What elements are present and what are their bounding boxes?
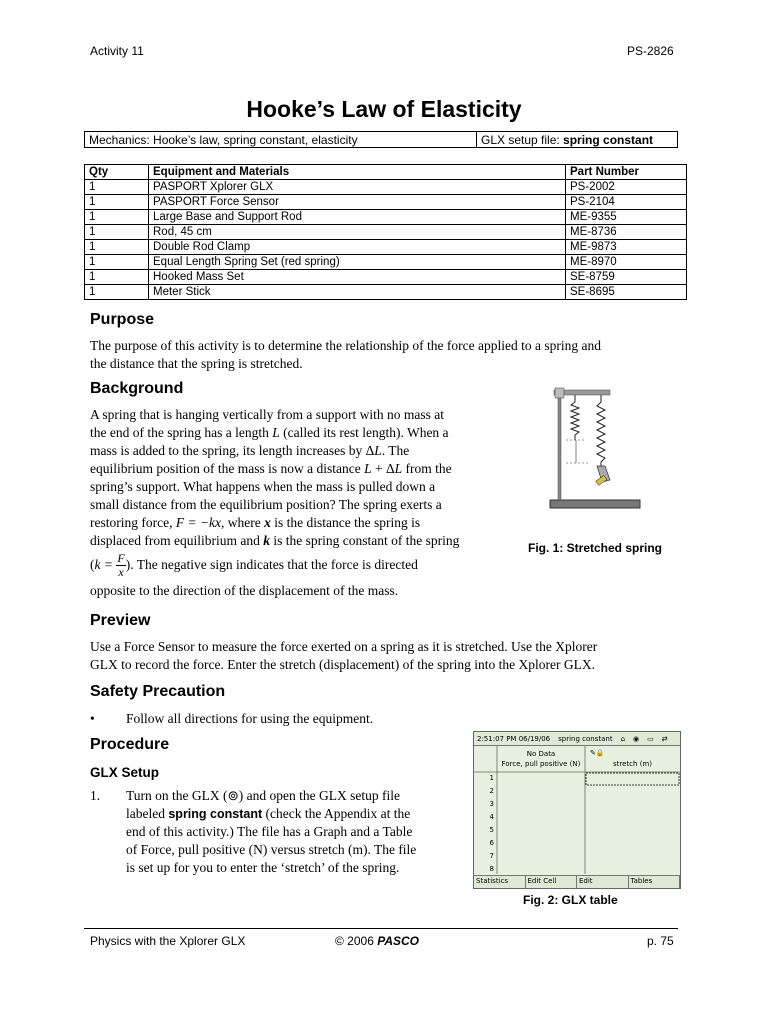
purpose-line: The purpose of this activity is to determine the relationship of the force applied to a spring and <box>90 338 601 353</box>
footer-copyright: © 2006 PASCO <box>335 934 420 948</box>
qty-cell: 1 <box>85 180 149 195</box>
preview-line: Use a Force Sensor to measure the force exerted on a spring as it is stretched. Use the Xplorer <box>90 639 598 654</box>
glx-softkey-bar <box>474 875 680 888</box>
part-cell: PS-2104 <box>566 195 687 210</box>
qty-cell: 1 <box>85 210 149 225</box>
signal-icon: ⇄ <box>661 734 668 743</box>
background-line: equilibrium position of the mass is now a distance L + ΔL from the <box>90 461 452 476</box>
support-base <box>550 500 640 508</box>
glx-file: spring constant <box>558 734 613 743</box>
rest-spring <box>571 395 579 440</box>
glx-row-number: 4 <box>489 813 494 821</box>
qty-cell: 1 <box>85 225 149 240</box>
background-line: mass is added to the spring, its length increases by ΔL. The <box>90 443 410 458</box>
purpose-line: the distance that the spring is stretched. <box>90 356 303 371</box>
fraction-f-over-x: $\frac{F}{x}$ <box>117 551 125 580</box>
part-cell: SE-8759 <box>566 270 687 285</box>
glx-row-number: 5 <box>489 826 494 834</box>
procedure-step-1 <box>126 787 456 877</box>
item-cell: Equal Length Spring Set (red spring) <box>149 255 566 270</box>
equation-restoring-force: F = −kx <box>175 515 222 530</box>
procedure-heading: Procedure <box>90 736 170 753</box>
table-row <box>85 285 687 300</box>
qty-cell: 1 <box>85 255 149 270</box>
glx-tables-button[interactable]: Tables <box>629 876 681 888</box>
glx-status-bar <box>474 732 680 746</box>
item-cell: Large Base and Support Rod <box>149 210 566 225</box>
glx-time: 2:51:07 PM 06/19/06 <box>477 734 551 743</box>
stretched-spring <box>597 395 605 466</box>
preview-heading: Preview <box>90 612 151 629</box>
qty-cell: 1 <box>85 195 149 210</box>
preview-line: GLX to record the force. Enter the stretch (displacement) of the spring into the Xplorer GLX. <box>90 657 595 672</box>
glx-row-number: 3 <box>489 800 494 808</box>
glx-no-data: No Data <box>526 750 556 758</box>
glx-row-number: 7 <box>489 852 494 860</box>
table-row <box>85 270 687 285</box>
col-part-number: Part Number <box>566 165 687 180</box>
qty-cell: 1 <box>85 270 149 285</box>
table-row <box>85 225 687 240</box>
background-line: the end of the spring has a length L (called its rest length). When a <box>90 425 449 440</box>
glx-setup-heading: GLX Setup <box>90 765 160 780</box>
background-line: small distance from the equilibrium position? The spring exerts a <box>90 497 442 512</box>
glx-edit-cell-button[interactable]: Edit Cell <box>526 876 578 888</box>
topic-box <box>84 131 678 148</box>
background-text <box>90 406 510 600</box>
item-cell: Hooked Mass Set <box>149 270 566 285</box>
table-row <box>85 240 687 255</box>
part-cell: ME-9355 <box>566 210 687 225</box>
part-cell: ME-9873 <box>566 240 687 255</box>
fig2-caption: Fig. 2: GLX table <box>523 893 618 907</box>
equipment-table <box>84 164 687 300</box>
qty-cell: 1 <box>85 240 149 255</box>
background-line: spring’s support. What happens when the mass is pulled down a <box>90 479 436 494</box>
footer-title: Physics with the Xplorer GLX <box>90 934 246 948</box>
step-number: 1. <box>90 788 101 803</box>
item-cell: Rod, 45 cm <box>149 225 566 240</box>
qty-cell: 1 <box>85 285 149 300</box>
table-row <box>85 255 687 270</box>
glx-col-force[interactable]: Force, pull positive (N) <box>501 760 581 768</box>
pasco-logo: PASCO <box>377 934 420 948</box>
eye-icon: ◉ <box>633 734 640 743</box>
page-title: Hooke’s Law of Elasticity <box>246 96 522 122</box>
purpose-heading: Purpose <box>90 311 155 328</box>
header-code: PS-2826 <box>627 44 674 58</box>
purpose-text <box>90 337 690 373</box>
glx-edit-button[interactable]: Edit <box>577 876 629 888</box>
step-line: is set up for you to enter the ‘stretch’ of the spring. <box>126 860 400 875</box>
item-cell: PASPORT Force Sensor <box>149 195 566 210</box>
step-line: end of this activity.) The file has a Graph and a Table <box>126 824 413 839</box>
fig1-caption: Fig. 1: Stretched spring <box>528 541 663 555</box>
table-header-row <box>85 165 687 180</box>
folder-icon: ▭ <box>647 734 654 743</box>
pencil-lock-icon: ✎🔒 <box>590 749 605 757</box>
header-activity: Activity 11 <box>90 44 144 58</box>
glx-row-number: 6 <box>489 839 494 847</box>
topics: Mechanics: Hooke’s law, spring constant, elasticity <box>85 132 477 147</box>
background-line: opposite to the direction of the displacement of the mass. <box>90 583 399 598</box>
step-line: Turn on the GLX (⊚) and open the GLX setup file <box>126 788 401 803</box>
step-line: of Force, pull positive (N) versus stretch (m). The file <box>126 842 417 857</box>
glx-row-number: 1 <box>489 774 494 782</box>
item-cell: PASPORT Xplorer GLX <box>149 180 566 195</box>
part-cell: SE-8695 <box>566 285 687 300</box>
col-equipment: Equipment and Materials <box>149 165 566 180</box>
table-row <box>85 195 687 210</box>
step-line: labeled spring constant (check the Appendix at the <box>126 806 411 821</box>
background-heading: Background <box>90 380 184 397</box>
safety-heading: Safety Precaution <box>90 683 226 700</box>
col-qty: Qty <box>85 165 149 180</box>
item-cell: Double Rod Clamp <box>149 240 566 255</box>
support-rod <box>558 390 561 500</box>
preview-text <box>90 638 690 674</box>
glx-table-screen <box>473 731 681 889</box>
glx-row-number: 8 <box>489 865 494 873</box>
setup-file <box>477 132 677 147</box>
safety-bullet: • <box>90 711 95 726</box>
table-row <box>85 210 687 225</box>
item-cell: Meter Stick <box>149 285 566 300</box>
background-line: displaced from equilibrium and k is the spring constant of the spring <box>90 533 460 548</box>
footer-rule <box>84 928 678 929</box>
table-row <box>85 180 687 195</box>
glx-statistics-button[interactable]: Statistics <box>474 876 526 888</box>
background-line: (k = $\frac{F}{x}$ ). The negative sign indicates that the force is directed <box>90 551 418 580</box>
setup-file-name: spring constant <box>563 133 654 147</box>
part-cell: ME-8970 <box>566 255 687 270</box>
stretched-spring-figure <box>546 384 646 510</box>
background-line: A spring that is hanging vertically from a support with no mass at <box>90 407 444 422</box>
setup-label: GLX setup file: <box>481 133 564 147</box>
background-line: restoring force, F = −kx, where x is the distance the spring is <box>90 515 421 530</box>
rod-clamp <box>555 388 564 398</box>
part-cell: ME-8736 <box>566 225 687 240</box>
home-icon: ⌂ <box>620 734 626 743</box>
safety-item: Follow all directions for using the equipment. <box>126 711 374 726</box>
glx-col-stretch[interactable]: stretch (m) <box>613 760 652 768</box>
page-number: p. 75 <box>647 934 674 948</box>
part-cell: PS-2002 <box>566 180 687 195</box>
glx-row-number: 2 <box>489 787 494 795</box>
